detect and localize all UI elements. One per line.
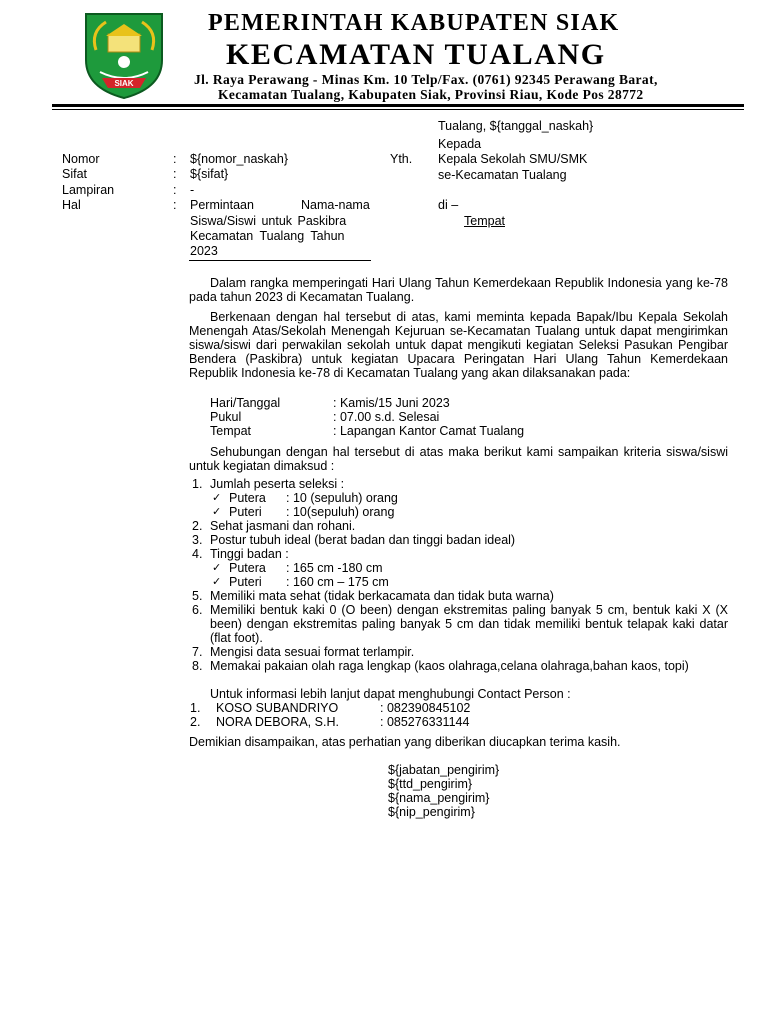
criteria-text: Jumlah peserta seleksi : bbox=[210, 477, 345, 491]
schedule-value-date: : Kamis/15 Juni 2023 bbox=[333, 396, 450, 410]
recipient-tempat: Tempat bbox=[464, 214, 505, 228]
schedule-label-time: Pukul bbox=[210, 410, 242, 424]
criteria-num: 4. bbox=[192, 547, 203, 561]
contact-intro: Untuk informasi lebih lanjut dapat menghubungi Contact Person : bbox=[210, 687, 571, 701]
height-puteri-label: Puteri bbox=[229, 575, 262, 589]
letterhead-line2: KECAMATAN TUALANG bbox=[226, 38, 606, 71]
count-putera-label: Putera bbox=[229, 491, 266, 505]
schedule-value-time: : 07.00 s.d. Selesai bbox=[333, 410, 440, 424]
closing-sentence: Demikian disampaikan, atas perhatian yang diberikan diucapkan terima kasih. bbox=[189, 735, 621, 749]
contact-name: NORA DEBORA, S.H. bbox=[216, 715, 339, 729]
criteria-text: Memakai pakaian olah raga lengkap (kaos olahraga,celana olahraga,bahan kaos, topi) bbox=[210, 659, 689, 673]
contact-phone: : 082390845102 bbox=[380, 701, 471, 715]
criteria-num: 3. bbox=[192, 533, 203, 547]
count-puteri-value: : 10(sepuluh) orang bbox=[286, 505, 395, 519]
recipient-kepada: Kepada bbox=[438, 137, 482, 151]
signature-ttd: ${ttd_pengirim} bbox=[388, 777, 473, 791]
contact-num: 1. bbox=[190, 701, 201, 715]
height-puteri-value: : 160 cm – 175 cm bbox=[286, 575, 389, 589]
count-putera-value: : 10 (sepuluh) orang bbox=[286, 491, 398, 505]
meta-sep: : bbox=[173, 152, 177, 166]
criteria-text: Sehat jasmani dan rohani. bbox=[210, 519, 356, 533]
meta-hal-word1: Permintaan bbox=[190, 198, 254, 212]
schedule-label-date: Hari/Tanggal bbox=[210, 396, 281, 410]
criteria-text: Tinggi badan : bbox=[210, 547, 289, 561]
criteria-text: Postur tubuh ideal (berat badan dan tinggi badan ideal) bbox=[210, 533, 516, 547]
letterhead-rule-thick bbox=[52, 104, 744, 107]
meta-label-hal: Hal bbox=[62, 198, 81, 212]
meta-hal-line3: Kecamatan Tualang Tahun bbox=[190, 229, 345, 243]
meta-label-nomor: Nomor bbox=[62, 152, 100, 166]
count-puteri-label: Puteri bbox=[229, 505, 262, 519]
logo-text: SIAK bbox=[114, 79, 134, 88]
meta-sep: : bbox=[173, 198, 177, 212]
recipient-yth: Yth. bbox=[390, 152, 413, 166]
height-putera-label: Putera bbox=[229, 561, 266, 575]
criteria-text: Memiliki bentuk kaki 0 (O been) dengan ekstremitas paling banyak 5 cm, bentuk kaki X (X been) dengan ekstremitas paling banyak 5 cm dan tidak memiliki bentuk telapak kaki datar (flat foot). bbox=[210, 603, 728, 645]
letterhead-address2: Kecamatan Tualang, Kabupaten Siak, Provinsi Riau, Kode Pos 28772 bbox=[218, 87, 644, 102]
meta-label-lampiran: Lampiran bbox=[62, 183, 115, 197]
meta-hal-line4: 2023 bbox=[190, 244, 218, 258]
meta-label-sifat: Sifat bbox=[62, 167, 88, 181]
criteria-num: 7. bbox=[192, 645, 203, 659]
criteria-num: 2. bbox=[192, 519, 203, 533]
meta-sep: : bbox=[173, 183, 177, 197]
letterhead-line1: PEMERINTAH KABUPATEN SIAK bbox=[208, 10, 620, 36]
paragraph-opening: Dalam rangka memperingati Hari Ulang Tahun Kemerdekaan Republik Indonesia yang ke-78 pada tahun 2023 di Kecamatan Tualang. bbox=[189, 276, 728, 304]
signature-jabatan: ${jabatan_pengirim} bbox=[388, 763, 500, 777]
meta-value-sifat: ${sifat} bbox=[190, 167, 229, 181]
letterhead-rule-thin bbox=[52, 109, 744, 110]
meta-value-lampiran: - bbox=[190, 183, 195, 197]
criteria-num: 1. bbox=[192, 477, 203, 491]
regency-logo bbox=[80, 10, 168, 100]
criteria-num: 6. bbox=[192, 603, 203, 617]
letterhead-address1: Jl. Raya Perawang - Minas Km. 10 Telp/Fax. (0761) 92345 Perawang Barat, bbox=[194, 72, 658, 87]
check-icon: ✓ bbox=[212, 491, 222, 504]
check-icon: ✓ bbox=[212, 575, 222, 588]
paragraph-request: Berkenaan dengan hal tersebut di atas, kami meminta kepada Bapak/Ibu Kepala Sekolah Menengah Atas/Sekolah Menengah Kejuruan se-Kecamatan Tualang untuk dapat mengirimkan siswa/siswi dari perwakilan sekolah untuk dapat mengikuti kegiatan Seleksi Pasukan Pengibar Bendera (Paskibra) untuk kegiatan Upacara Peringatan Hari Ulang Tahun Kemerdekaan Republik Indonesia ke-78 di Kecamatan Tualang yang akan dilaksanakan pada: bbox=[189, 310, 728, 380]
contact-phone: : 085276331144 bbox=[380, 715, 470, 729]
criteria-text: Memiliki mata sehat (tidak berkacamata dan tidak buta warna) bbox=[210, 589, 554, 603]
paragraph-criteria-intro: Sehubungan dengan hal tersebut di atas maka berikut kami sampaikan kriteria siswa/siswi untuk kegiatan dimaksud : bbox=[189, 445, 728, 473]
contact-num: 2. bbox=[190, 715, 201, 729]
schedule-label-place: Tempat bbox=[210, 424, 251, 438]
signature-nama: ${nama_pengirim} bbox=[388, 791, 490, 805]
check-icon: ✓ bbox=[212, 505, 222, 518]
recipient-di: di – bbox=[438, 198, 459, 212]
meta-hal-word2: Nama-nama bbox=[301, 198, 370, 212]
criteria-num: 5. bbox=[192, 589, 203, 603]
recipient-line1: Kepala Sekolah SMU/SMK bbox=[438, 152, 588, 166]
meta-hal-underline bbox=[189, 260, 371, 261]
height-putera-value: : 165 cm -180 cm bbox=[286, 561, 383, 575]
recipient-line2: se-Kecamatan Tualang bbox=[438, 168, 567, 182]
meta-sep: : bbox=[173, 167, 177, 181]
meta-hal-line2: Siswa/Siswi untuk Paskibra bbox=[190, 214, 347, 228]
signature-nip: ${nip_pengirim} bbox=[388, 805, 475, 819]
meta-value-nomor: ${nomor_naskah} bbox=[190, 152, 288, 166]
schedule-value-place: : Lapangan Kantor Camat Tualang bbox=[333, 424, 525, 438]
check-icon: ✓ bbox=[212, 561, 222, 574]
criteria-text: Mengisi data sesuai format terlampir. bbox=[210, 645, 415, 659]
criteria-num: 8. bbox=[192, 659, 203, 673]
contact-name: KOSO SUBANDRIYO bbox=[216, 701, 339, 715]
date-line: Tualang, ${tanggal_naskah} bbox=[438, 119, 594, 133]
